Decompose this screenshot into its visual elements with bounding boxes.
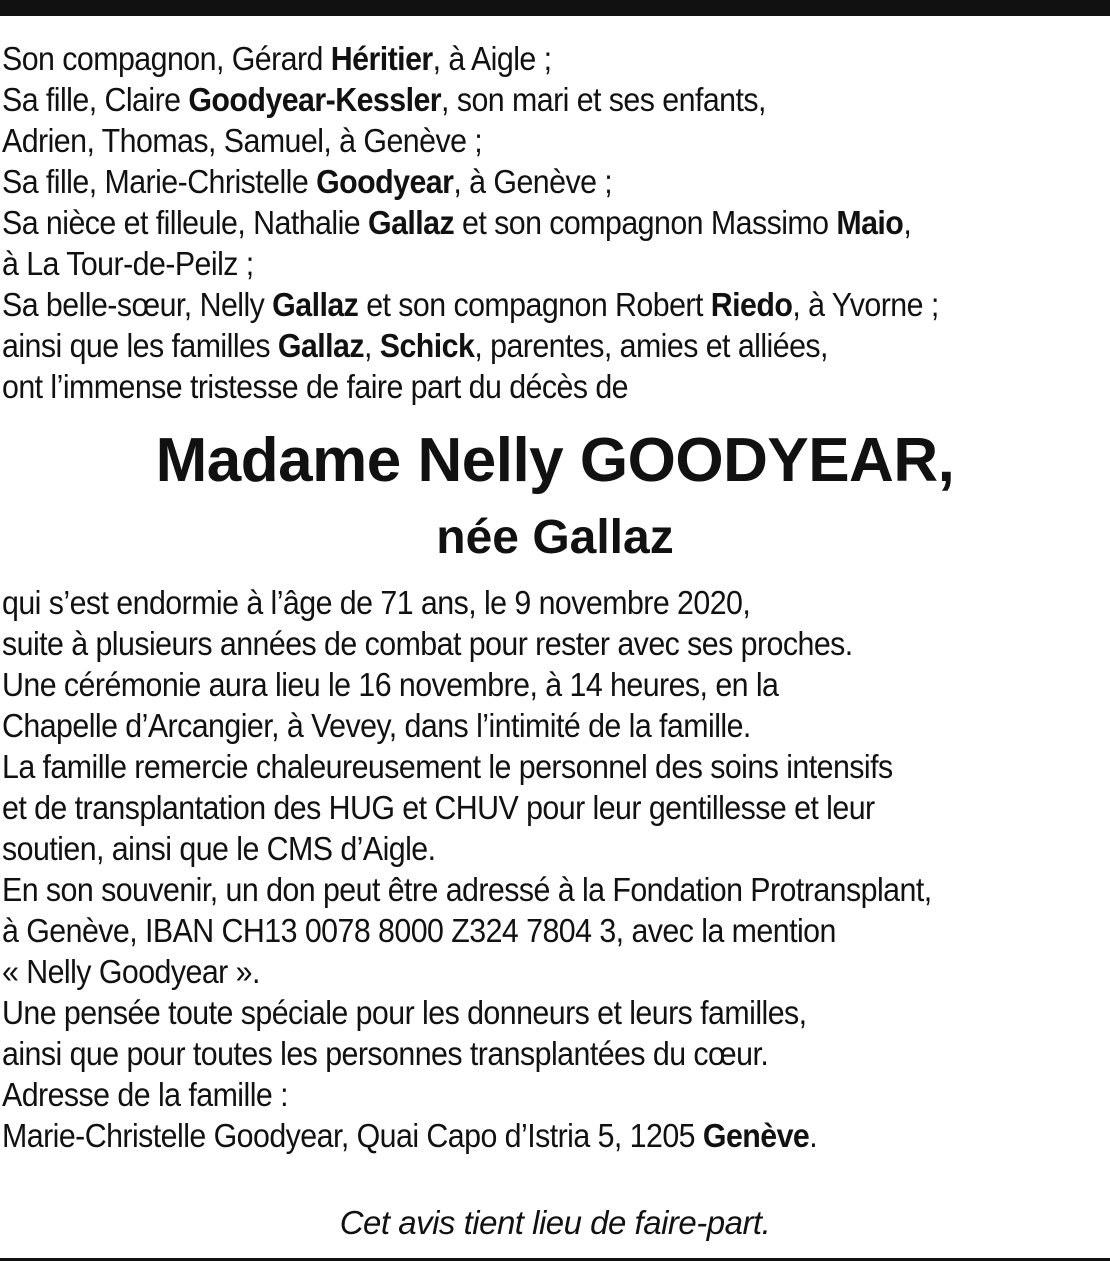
deceased-maiden-name: née Gallaz	[436, 511, 674, 564]
body-line: à Genève, IBAN CH13 0078 8000 Z324 7804 3, avec la mention	[2, 912, 836, 949]
family-line: Sa fille, Claire Goodyear-Kessler, son mari et ses enfants,	[2, 81, 766, 118]
family-line: ainsi que les familles Gallaz, Schick, parentes, amies et alliées,	[2, 327, 828, 364]
family-list	[2, 38, 939, 407]
body-line: La famille remercie chaleureusement le personnel des soins intensifs	[2, 748, 893, 785]
family-line: Sa nièce et filleule, Nathalie Gallaz et son compagnon Massimo Maio,	[2, 204, 912, 241]
family-line: Sa fille, Marie-Christelle Goodyear, à Genève ;	[2, 163, 613, 200]
body-line: Chapelle d’Arcangier, à Vevey, dans l’intimité de la famille.	[2, 707, 751, 744]
body-line: En son souvenir, un don peut être adressé à la Fondation Protransplant,	[2, 871, 932, 908]
family-address: Marie-Christelle Goodyear, Quai Capo d’Istria 5, 1205 Genève.	[2, 1117, 818, 1154]
body-line: et de transplantation des HUG et CHUV pour leur gentillesse et leur	[2, 789, 875, 826]
body-line: ainsi que pour toutes les personnes transplantées du cœur.	[2, 1035, 769, 1072]
body-line: Une cérémonie aura lieu le 16 novembre, à 14 heures, en la	[2, 666, 779, 703]
body-line: qui s’est endormie à l’âge de 71 ans, le 9 novembre 2020,	[2, 584, 751, 621]
family-line: Adrien, Thomas, Samuel, à Genève ;	[2, 122, 483, 159]
bottom-rule	[0, 1258, 1110, 1261]
body-line: Une pensée toute spéciale pour les donneurs et leurs familles,	[2, 994, 807, 1031]
family-line: à La Tour-de-Peilz ;	[2, 245, 254, 282]
family-line: Sa belle-sœur, Nelly Gallaz et son compagnon Robert Riedo, à Yvorne ;	[2, 286, 939, 323]
body-line: soutien, ainsi que le CMS d’Aigle.	[2, 830, 436, 867]
address-heading: Adresse de la famille :	[2, 1076, 288, 1113]
body-line: « Nelly Goodyear ».	[2, 953, 260, 990]
top-rule	[0, 0, 1110, 16]
body-line: suite à plusieurs années de combat pour rester avec ses proches.	[2, 625, 853, 662]
announcement-line: ont l’immense tristesse de faire part du décès de	[2, 368, 629, 405]
closing-note: Cet avis tient lieu de faire-part.	[339, 1204, 771, 1241]
notice-body	[2, 582, 932, 1156]
family-line: Son compagnon, Gérard Héritier, à Aigle ;	[2, 40, 552, 77]
deceased-name: Madame Nelly GOODYEAR,	[155, 426, 955, 495]
